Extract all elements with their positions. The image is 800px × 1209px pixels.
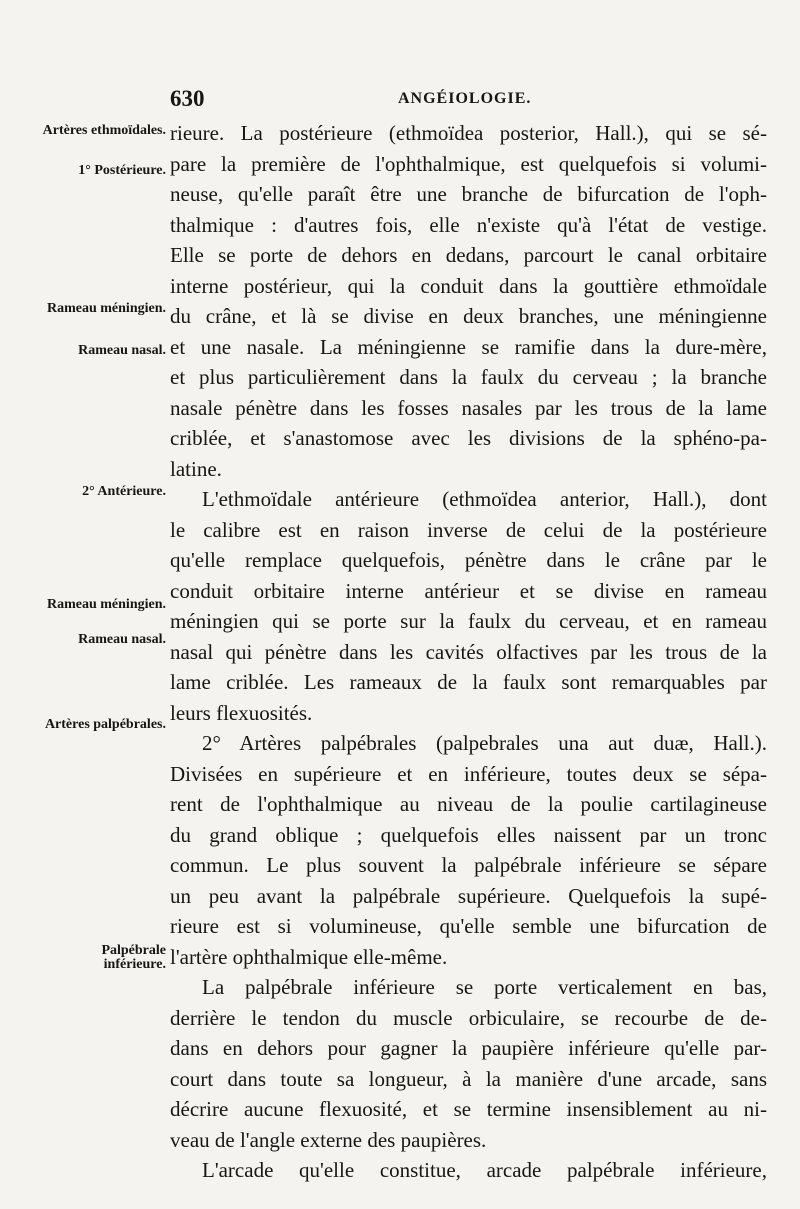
text-line: L'arcade qu'elle constitue, arcade palpébrale inférieure,: [202, 1158, 767, 1182]
text-line: Elle se porte de dehors en dedans, parcourt le canal orbitaire: [170, 243, 767, 267]
text-line: thalmique : d'autres fois, elle n'existe qu'à l'état de vestige.: [170, 212, 767, 237]
text-line: rent de l'ophthalmique au niveau de la poulie cartilagineuse: [170, 792, 767, 816]
text-line: Divisées en supérieure et en inférieure, toutes deux se sépa-: [170, 761, 767, 786]
text-line: qu'elle remplace quelquefois, pénètre dans le crâne par le: [170, 548, 767, 572]
margin-note: Artères ethmoïdales.: [42, 123, 166, 138]
running-title: ANGÉIOLOGIE.: [398, 90, 532, 107]
text-line: l'artère ophthalmique elle-même.: [170, 944, 448, 969]
text-line: 2° Artères palpébrales (palpebrales una aut duæ, Hall.).: [202, 731, 767, 755]
text-line: veau de l'angle externe des paupières.: [170, 1127, 487, 1152]
text-line: rieure est si volumineuse, qu'elle semble une bifurcation de: [170, 914, 767, 938]
text-line: court dans toute sa longueur, à la manière d'une arcade, sans: [170, 1066, 767, 1091]
text-line: commun. Le plus souvent la palpébrale inférieure se sépare: [170, 853, 767, 877]
body-text: [170, 118, 767, 1186]
text-line: neuse, qu'elle paraît être une branche de bifurcation de l'oph-: [170, 182, 767, 206]
margin-note: Artères palpébrales.: [44, 717, 166, 732]
text-line: du crâne, et là se divise en deux branches, une méningienne: [170, 304, 767, 328]
page-number: 630: [170, 86, 205, 111]
margin-note: Rameau nasal.: [78, 632, 166, 647]
text-line: interne postérieur, qui la conduit dans la gouttière ethmoïdale: [170, 273, 767, 298]
margin-note: Rameau méningien.: [47, 301, 166, 316]
text-line: et une nasale. La méningienne se ramifie dans la dure-mère,: [170, 334, 767, 359]
margin-note: Rameau nasal.: [78, 343, 166, 358]
margin-note: 1° Postérieure.: [78, 163, 166, 178]
text-line: lame criblée. Les rameaux de la faulx sont remarquables par: [170, 670, 767, 694]
text-line: La palpébrale inférieure se porte verticalement en bas,: [202, 975, 767, 999]
text-line: latine.: [170, 456, 222, 481]
text-line: dans en dehors pour gagner la paupière inférieure qu'elle par-: [170, 1036, 767, 1060]
text-line: nasal qui pénètre dans les cavités olfactives par les trous de la: [170, 639, 767, 664]
text-line: du grand oblique ; quelquefois elles naissent par un tronc: [170, 822, 767, 847]
text-line: L'ethmoïdale antérieure (ethmoïdea anterior, Hall.), dont: [202, 487, 767, 511]
page-header: [170, 86, 770, 116]
margin-note: 2° Antérieure.: [82, 484, 166, 499]
text-line: conduit orbitaire interne antérieur et se divise en rameau: [170, 578, 767, 603]
margin-note: Palpébrale inférieure.: [101, 943, 166, 972]
text-line: derrière le tendon du muscle orbiculaire, se recourbe de de-: [170, 1005, 767, 1030]
text-line: décrire aucune flexuosité, et se termine insensiblement au ni-: [170, 1097, 767, 1121]
text-line: rieure. La postérieure (ethmoïdea posterior, Hall.), qui se sé-: [170, 121, 767, 145]
text-line: méningien qui se porte sur la faulx du cerveau, et en rameau: [170, 609, 767, 633]
text-line: et plus particulièrement dans la faulx du cerveau ; la branche: [170, 365, 767, 389]
text-line: nasale pénètre dans les fosses nasales par les trous de la lame: [170, 395, 767, 420]
text-line: le calibre est en raison inverse de celui de la postérieure: [170, 517, 767, 542]
text-line: leurs flexuosités.: [170, 700, 313, 725]
text-line: pare la première de l'ophthalmique, est quelquefois si volumi-: [170, 151, 767, 176]
text-line: criblée, et s'anastomose avec les divisions de la sphéno-pa-: [170, 426, 767, 450]
margin-note: Rameau méningien.: [47, 597, 166, 612]
text-line: un peu avant la palpébrale supérieure. Quelquefois la supé-: [170, 883, 767, 908]
